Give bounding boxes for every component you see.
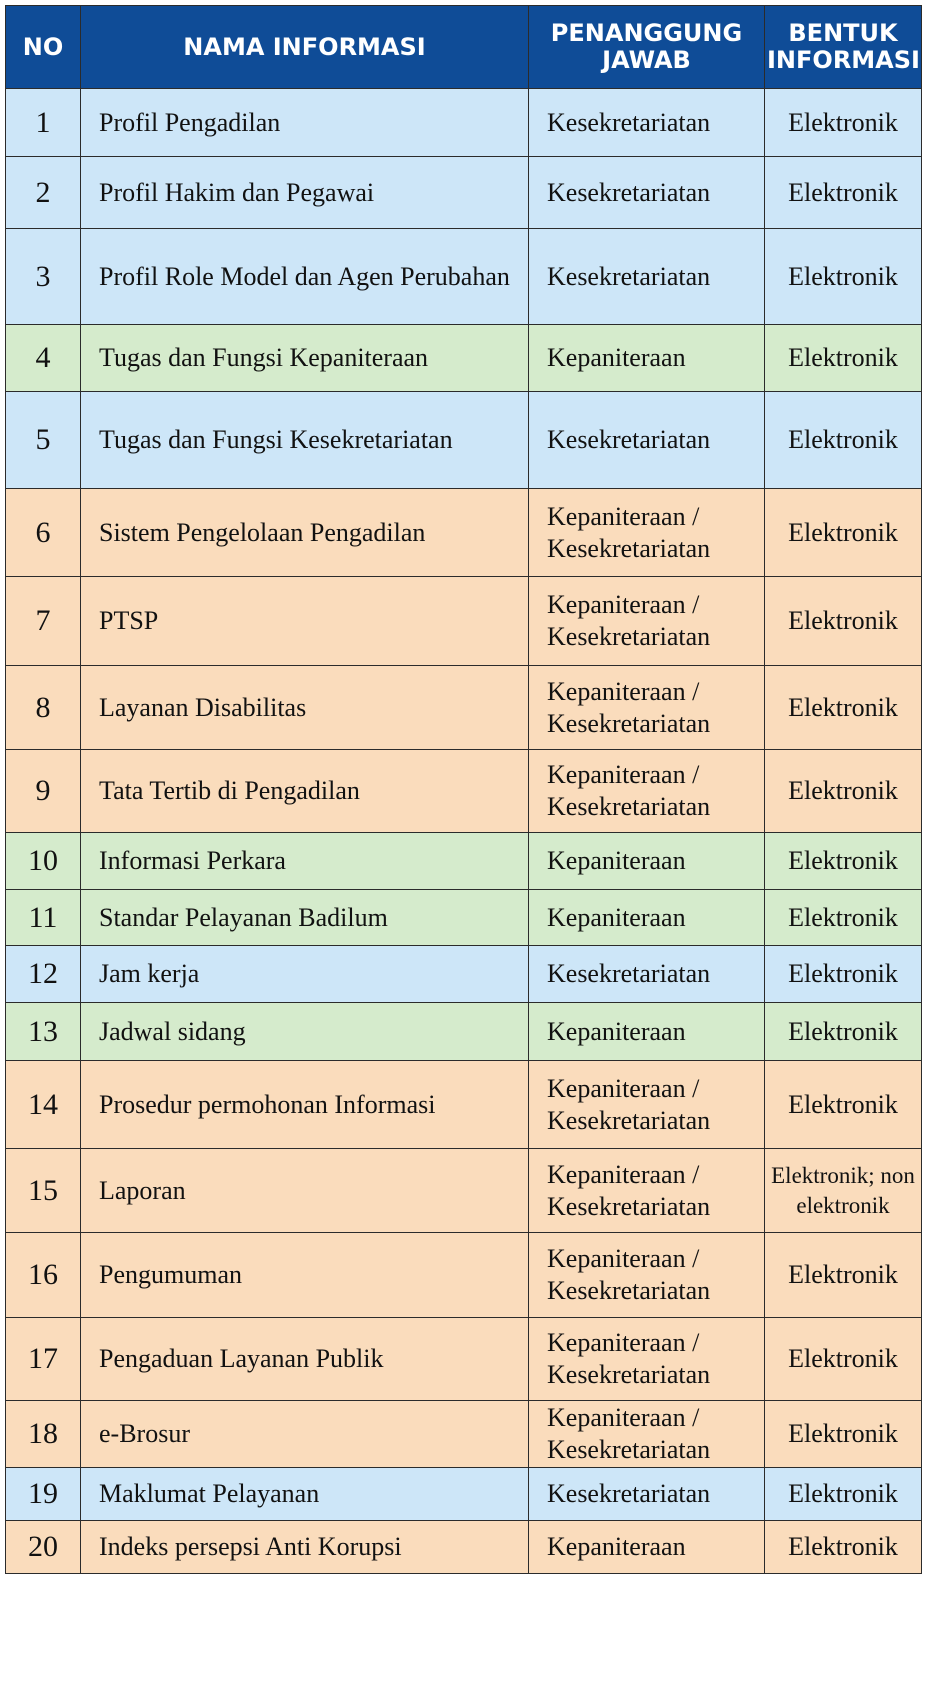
row-nama-informasi: Indeks persepsi Anti Korupsi (81, 1521, 529, 1574)
row-bentuk-informasi: Elektronik (765, 946, 922, 1003)
row-nama-informasi: Tugas dan Fungsi Kesekretariatan (81, 392, 529, 489)
row-nama-informasi: Pengaduan Layanan Publik (81, 1318, 529, 1401)
row-nama-informasi: Pengumuman (81, 1233, 529, 1318)
row-bentuk-informasi: Elektronik; non elektronik (765, 1149, 922, 1233)
row-nama-informasi: Layanan Disabilitas (81, 666, 529, 750)
table-row (6, 89, 922, 157)
row-nama-informasi: Sistem Pengelolaan Pengadilan (81, 489, 529, 577)
row-penanggung-jawab: Kesekretariatan (529, 157, 765, 229)
table-row (6, 1468, 922, 1521)
row-number: 19 (6, 1468, 81, 1521)
table-row (6, 325, 922, 392)
row-nama-informasi: Jadwal sidang (81, 1003, 529, 1061)
row-bentuk-informasi: Elektronik (765, 1401, 922, 1468)
header-penanggung-jawab: PENANGGUNG JAWAB (529, 6, 765, 89)
row-nama-informasi: Tata Tertib di Pengadilan (81, 750, 529, 833)
row-nama-informasi: Standar Pelayanan Badilum (81, 890, 529, 946)
row-bentuk-informasi: Elektronik (765, 666, 922, 750)
row-number: 7 (6, 577, 81, 666)
row-nama-informasi: Profil Role Model dan Agen Perubahan (81, 229, 529, 325)
row-bentuk-informasi: Elektronik (765, 157, 922, 229)
table-row (6, 229, 922, 325)
row-nama-informasi: Prosedur permohonan Informasi (81, 1061, 529, 1149)
row-number: 10 (6, 833, 81, 890)
row-bentuk-informasi: Elektronik (765, 833, 922, 890)
table-row (6, 392, 922, 489)
row-number: 3 (6, 229, 81, 325)
row-penanggung-jawab: Kepaniteraan / Kesekretariatan (529, 1318, 765, 1401)
table-row (6, 1233, 922, 1318)
table-row (6, 1318, 922, 1401)
table-row (6, 1061, 922, 1149)
row-number: 20 (6, 1521, 81, 1574)
row-bentuk-informasi: Elektronik (765, 890, 922, 946)
row-penanggung-jawab: Kepaniteraan / Kesekretariatan (529, 577, 765, 666)
row-penanggung-jawab: Kesekretariatan (529, 946, 765, 1003)
row-penanggung-jawab: Kepaniteraan / Kesekretariatan (529, 750, 765, 833)
table-row (6, 1401, 922, 1468)
row-number: 5 (6, 392, 81, 489)
row-penanggung-jawab: Kepaniteraan / Kesekretariatan (529, 1149, 765, 1233)
row-penanggung-jawab: Kepaniteraan / Kesekretariatan (529, 666, 765, 750)
public-information-table (5, 5, 922, 1574)
row-bentuk-informasi: Elektronik (765, 1003, 922, 1061)
row-nama-informasi: Tugas dan Fungsi Kepaniteraan (81, 325, 529, 392)
row-penanggung-jawab: Kepaniteraan (529, 1521, 765, 1574)
row-nama-informasi: Maklumat Pelayanan (81, 1468, 529, 1521)
table-row (6, 1003, 922, 1061)
row-nama-informasi: Profil Pengadilan (81, 89, 529, 157)
table-row (6, 489, 922, 577)
row-bentuk-informasi: Elektronik (765, 489, 922, 577)
table-row (6, 750, 922, 833)
row-number: 1 (6, 89, 81, 157)
row-nama-informasi: Jam kerja (81, 946, 529, 1003)
row-bentuk-informasi: Elektronik (765, 750, 922, 833)
row-penanggung-jawab: Kepaniteraan (529, 325, 765, 392)
row-number: 8 (6, 666, 81, 750)
row-bentuk-informasi: Elektronik (765, 1468, 922, 1521)
row-bentuk-informasi: Elektronik (765, 1318, 922, 1401)
row-number: 18 (6, 1401, 81, 1468)
header-bentuk-informasi: BENTUK INFORMASI (765, 6, 922, 89)
row-number: 9 (6, 750, 81, 833)
row-bentuk-informasi: Elektronik (765, 1061, 922, 1149)
row-penanggung-jawab: Kepaniteraan / Kesekretariatan (529, 1401, 765, 1468)
row-penanggung-jawab: Kesekretariatan (529, 229, 765, 325)
row-penanggung-jawab: Kepaniteraan / Kesekretariatan (529, 489, 765, 577)
row-penanggung-jawab: Kesekretariatan (529, 1468, 765, 1521)
row-number: 14 (6, 1061, 81, 1149)
row-penanggung-jawab: Kepaniteraan (529, 833, 765, 890)
table-row (6, 1149, 922, 1233)
row-number: 13 (6, 1003, 81, 1061)
info-table-container (5, 5, 921, 1574)
row-bentuk-informasi: Elektronik (765, 392, 922, 489)
header-nama-informasi: NAMA INFORMASI (81, 6, 529, 89)
row-nama-informasi: PTSP (81, 577, 529, 666)
row-number: 6 (6, 489, 81, 577)
table-row (6, 157, 922, 229)
table-row (6, 577, 922, 666)
row-number: 2 (6, 157, 81, 229)
table-header-row (6, 6, 922, 89)
row-nama-informasi: e-Brosur (81, 1401, 529, 1468)
table-row (6, 946, 922, 1003)
row-bentuk-informasi: Elektronik (765, 229, 922, 325)
row-number: 15 (6, 1149, 81, 1233)
row-bentuk-informasi: Elektronik (765, 325, 922, 392)
table-row (6, 833, 922, 890)
row-number: 17 (6, 1318, 81, 1401)
row-nama-informasi: Laporan (81, 1149, 529, 1233)
row-bentuk-informasi: Elektronik (765, 577, 922, 666)
table-row (6, 666, 922, 750)
table-row (6, 890, 922, 946)
row-nama-informasi: Profil Hakim dan Pegawai (81, 157, 529, 229)
table-body (6, 89, 922, 1574)
header-no: NO (6, 6, 81, 89)
row-penanggung-jawab: Kepaniteraan / Kesekretariatan (529, 1233, 765, 1318)
row-number: 16 (6, 1233, 81, 1318)
row-bentuk-informasi: Elektronik (765, 89, 922, 157)
row-penanggung-jawab: Kepaniteraan / Kesekretariatan (529, 1061, 765, 1149)
row-number: 4 (6, 325, 81, 392)
row-bentuk-informasi: Elektronik (765, 1233, 922, 1318)
row-nama-informasi: Informasi Perkara (81, 833, 529, 890)
row-penanggung-jawab: Kesekretariatan (529, 392, 765, 489)
row-bentuk-informasi: Elektronik (765, 1521, 922, 1574)
row-penanggung-jawab: Kepaniteraan (529, 890, 765, 946)
row-number: 11 (6, 890, 81, 946)
table-row (6, 1521, 922, 1574)
row-penanggung-jawab: Kesekretariatan (529, 89, 765, 157)
row-number: 12 (6, 946, 81, 1003)
row-penanggung-jawab: Kepaniteraan (529, 1003, 765, 1061)
